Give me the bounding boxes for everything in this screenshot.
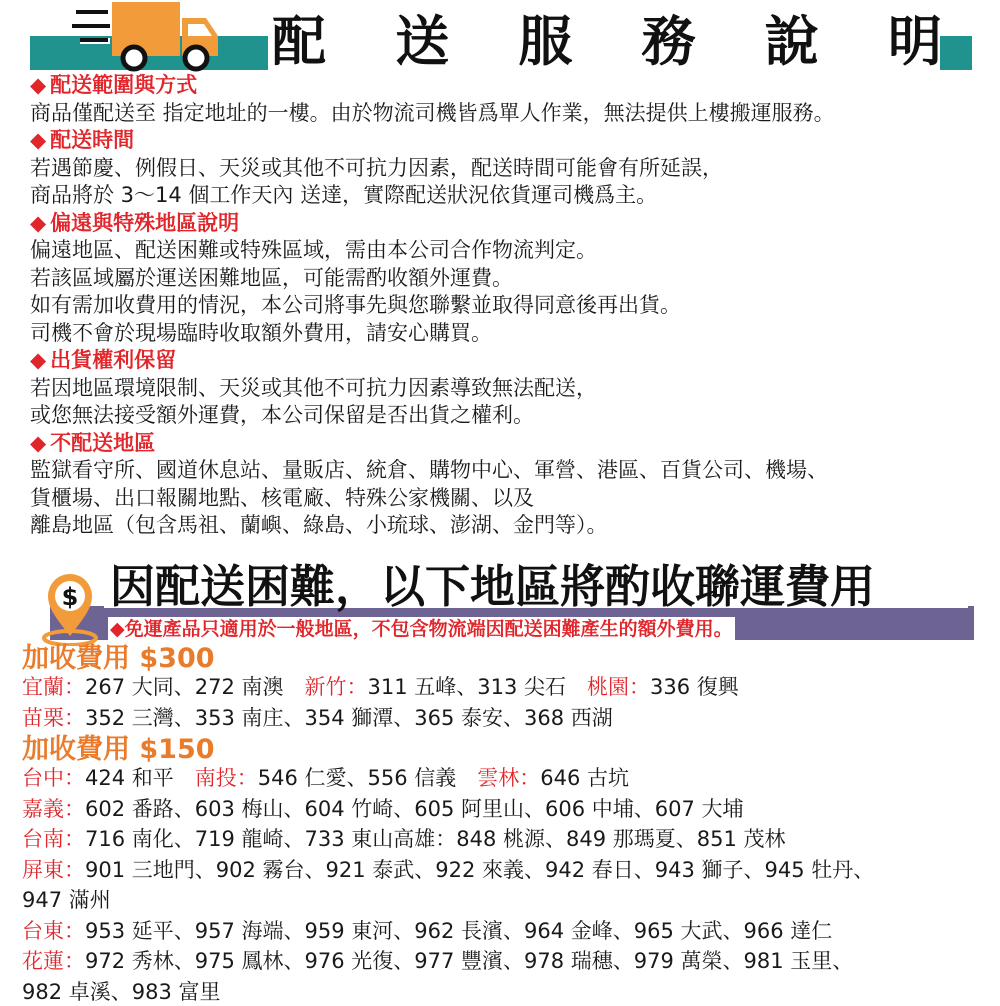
section-line: 偏遠地區、配送困難或特殊區域，需由本公司合作物流判定。 bbox=[30, 238, 597, 262]
title-char: 服 bbox=[518, 9, 573, 73]
fee-line bbox=[22, 825, 786, 853]
section-line: 若因地區環境限制、天災或其他不可抗力因素導致無法配送， bbox=[30, 375, 597, 400]
fee-heading: 加收費用 $150 bbox=[22, 734, 215, 765]
district-list: 901 三地門、902 霧台、921 泰武、922 來義、942 春日、943 獅子、945 牡丹、 bbox=[85, 857, 875, 882]
truck-icon bbox=[72, 0, 222, 72]
fee-line bbox=[22, 886, 111, 914]
section-heading-text: 配送時間 bbox=[50, 128, 135, 152]
diamond-bullet-icon: ◆ bbox=[30, 430, 47, 455]
region-label: 屏東： bbox=[22, 857, 85, 882]
diamond-bullet-icon: ◆ bbox=[30, 210, 47, 235]
district-list: 336 復興 bbox=[650, 675, 739, 699]
section-heading bbox=[30, 72, 197, 98]
fee-line bbox=[22, 704, 613, 732]
district-list: 982 卓溪、983 富里 bbox=[22, 979, 221, 1004]
section-heading bbox=[30, 127, 134, 153]
region-label: 台中： bbox=[22, 766, 85, 790]
section-line: 或您無法接受額外運費，本公司保留是否出貨之權利。 bbox=[30, 403, 534, 427]
page-title bbox=[272, 4, 942, 73]
section-line: 商品僅配送至 指定地址的一樓。由於物流司機皆爲單人作業，無法提供上樓搬運服務。 bbox=[30, 100, 835, 125]
district-list: 602 番路、603 梅山、604 竹崎、605 阿里山、606 中埔、607 大埔 bbox=[85, 796, 744, 821]
region-label: 南投： bbox=[194, 766, 258, 790]
district-list: 267 大同、272 南澳 bbox=[85, 675, 305, 699]
section-heading-text: 配送範圍與方式 bbox=[50, 73, 198, 97]
section-line: 若遇節慶、例假日、天災或其他不可抗力因素，配送時間可能會有所延誤， bbox=[30, 155, 723, 180]
region-label: 宜蘭： bbox=[22, 675, 85, 699]
district-list: 972 秀林、975 鳳林、976 光復、977 豐濱、978 瑞穗、979 萬榮、981 玉里、 bbox=[85, 949, 854, 973]
fee-line bbox=[22, 978, 221, 1006]
district-list: 424 和平 bbox=[85, 766, 195, 790]
header bbox=[0, 0, 1000, 78]
fee-line bbox=[22, 856, 874, 884]
title-char: 送 bbox=[395, 9, 450, 73]
fee-line bbox=[22, 947, 853, 975]
region-label: 台南： bbox=[22, 827, 85, 851]
section-line: 離島地區（包含馬祖、蘭嶼、綠島、小琉球、澎湖、金門等）。 bbox=[30, 513, 608, 537]
fee-line bbox=[22, 917, 832, 945]
title-char: 明 bbox=[887, 9, 942, 73]
section-line: 監獄看守所、國道休息站、量販店、統倉、購物中心、軍營、港區、百貨公司、機場、 bbox=[30, 458, 828, 482]
district-list: 953 延平、957 海端、959 東河、962 長濱、964 金峰、965 大武、966 達仁 bbox=[85, 918, 833, 943]
fee-line bbox=[22, 673, 739, 701]
district-list: 947 滿州 bbox=[22, 888, 111, 912]
fee-heading: 加收費用 $300 bbox=[22, 643, 215, 674]
svg-text:$: $ bbox=[61, 583, 79, 611]
section-heading bbox=[30, 347, 176, 373]
section-heading-text: 不配送地區 bbox=[50, 430, 156, 455]
region-label: 台東： bbox=[22, 918, 85, 943]
region-label: 新竹： bbox=[304, 675, 368, 699]
dollar-pin-icon bbox=[34, 566, 112, 646]
district-list: 716 南化、719 龍崎、733 東山高雄：848 桃源、849 那瑪夏、851 茂林 bbox=[85, 827, 786, 851]
district-list: 546 仁愛、556 信義 bbox=[257, 766, 478, 790]
fee-line bbox=[22, 764, 629, 792]
district-list: 352 三灣、353 南庄、354 獅潭、365 泰安、368 西湖 bbox=[85, 705, 613, 730]
diamond-bullet-icon: ◆ bbox=[30, 73, 47, 97]
diamond-bullet-icon: ◆ bbox=[30, 128, 47, 152]
district-list: 646 古坑 bbox=[540, 766, 630, 790]
section-heading bbox=[30, 430, 155, 456]
title-char: 務 bbox=[641, 9, 696, 73]
district-list: 311 五峰、313 尖石 bbox=[367, 675, 588, 699]
diamond-bullet-icon: ◆ bbox=[30, 348, 47, 372]
region-label: 桃園： bbox=[587, 675, 651, 699]
region-label: 雲林： bbox=[477, 766, 541, 790]
section-heading bbox=[30, 210, 239, 236]
section-line: 如有需加收費用的情況，本公司將事先與您聯繫並取得同意後再出貨。 bbox=[30, 293, 681, 317]
region-label: 嘉義： bbox=[22, 796, 85, 821]
region-label: 苗栗： bbox=[22, 705, 85, 730]
section-line: 司機不會於現場臨時收取額外費用，請安心購買。 bbox=[30, 320, 492, 345]
region-label: 花蓮： bbox=[22, 949, 85, 973]
section-heading-text: 出貨權利保留 bbox=[50, 348, 177, 372]
section-line: 若該區域屬於運送困難地區，可能需酌收額外運費。 bbox=[30, 265, 513, 290]
section-heading-text: 偏遠與特殊地區說明 bbox=[50, 210, 240, 235]
surcharge-title: 因配送困難，以下地區將酌收聯運費用 bbox=[110, 560, 876, 613]
title-char: 配 bbox=[272, 9, 326, 73]
surcharge-note: ◆免運產品只適用於一般地區，不包含物流端因配送困難產生的額外費用。 bbox=[110, 618, 733, 640]
fee-line bbox=[22, 795, 744, 823]
section-line: 貨櫃場、出口報關地點、核電廠、特殊公家機關、以及 bbox=[30, 485, 534, 510]
title-char: 說 bbox=[764, 9, 819, 73]
section-line: 商品將於 3～14 個工作天內 送達，實際配送狀況依貨運司機爲主。 bbox=[30, 183, 658, 207]
